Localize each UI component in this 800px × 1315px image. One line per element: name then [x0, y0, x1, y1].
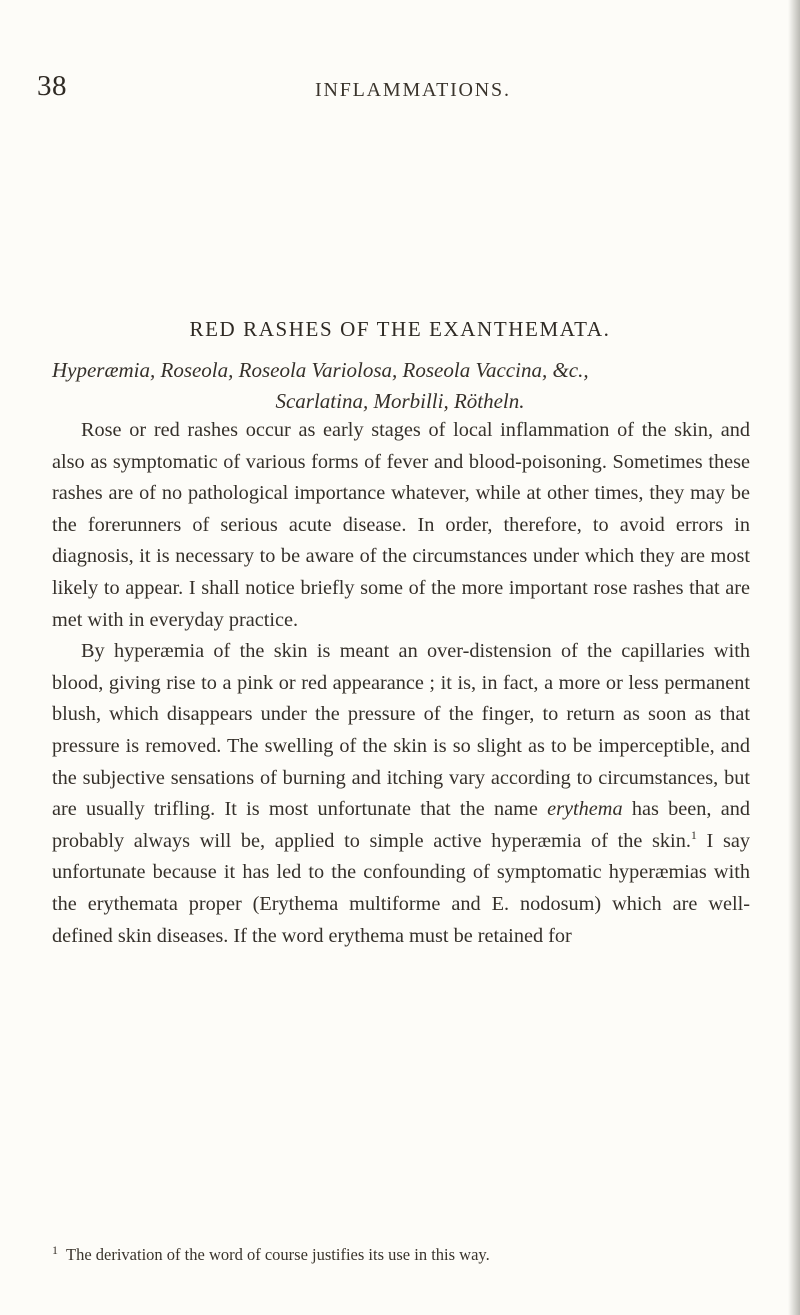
synonyms-list	[50, 355, 750, 417]
section-heading: RED RASHES OF THE EXANTHEMATA.	[189, 317, 611, 341]
body-text	[52, 415, 750, 952]
paragraph-2-part-1: By hyperæmia of the skin is meant an over-distension of the capillaries with blood, giving rise to a pink or red appearance ; it is, in fact, a more or less permanent blush, which disappears under the pressure of the finger, to return as soon as that pressure is removed. The swelling of the skin is so slight as to be imperceptible, and the subjective sensations of burning and itching vary according to circumstances, but are usually trifling. It is most unfortunate that the name	[52, 640, 750, 821]
running-title: INFLAMMATIONS.	[315, 79, 511, 101]
footnote-mark: 1	[52, 1242, 58, 1257]
footnote-text: The derivation of the word of course justifies its use in this way.	[66, 1245, 490, 1264]
paragraph-1: Rose or red rashes occur as early stages of local inflammation of the skin, and also as symptomatic of various forms of fever and blood-poisoning. Sometimes these rashes are of no pathological importance whatever, while at other times, they may be the forerunners of serious acute disease. In order, therefore, to avoid errors in diagnosis, it is necessary to be aware of the circumstances under which they are most likely to appear. I shall notice briefly some of the more important rose rashes that are met with in everyday practice.	[52, 419, 750, 631]
footnote	[52, 1242, 752, 1265]
emphasized-term: erythema	[547, 798, 623, 821]
paragraph-2	[52, 636, 750, 952]
paragraph-2-part-3: I say unfortunate because it has led to the confounding of symptomatic hyperæmias with the erythemata proper (Erythema multiforme and E. nodosum) which are well-defined skin diseases. If the word erythema must be retained for	[52, 829, 750, 947]
paragraph-2-part-2: has been, and probably always will be, applied to simple active hyperæmia of the skin.	[52, 798, 750, 852]
page-number: 38	[37, 70, 67, 102]
page-edge-shadow	[788, 0, 800, 1315]
synonyms-line-1: Hyperæmia, Roseola, Roseola Variolosa, Roseola Vaccina, &c.,	[52, 358, 589, 382]
footnote-reference: 1	[690, 827, 697, 842]
running-head	[37, 70, 737, 110]
synonyms-line-2: Scarlatina, Morbilli, Rötheln.	[275, 389, 525, 413]
